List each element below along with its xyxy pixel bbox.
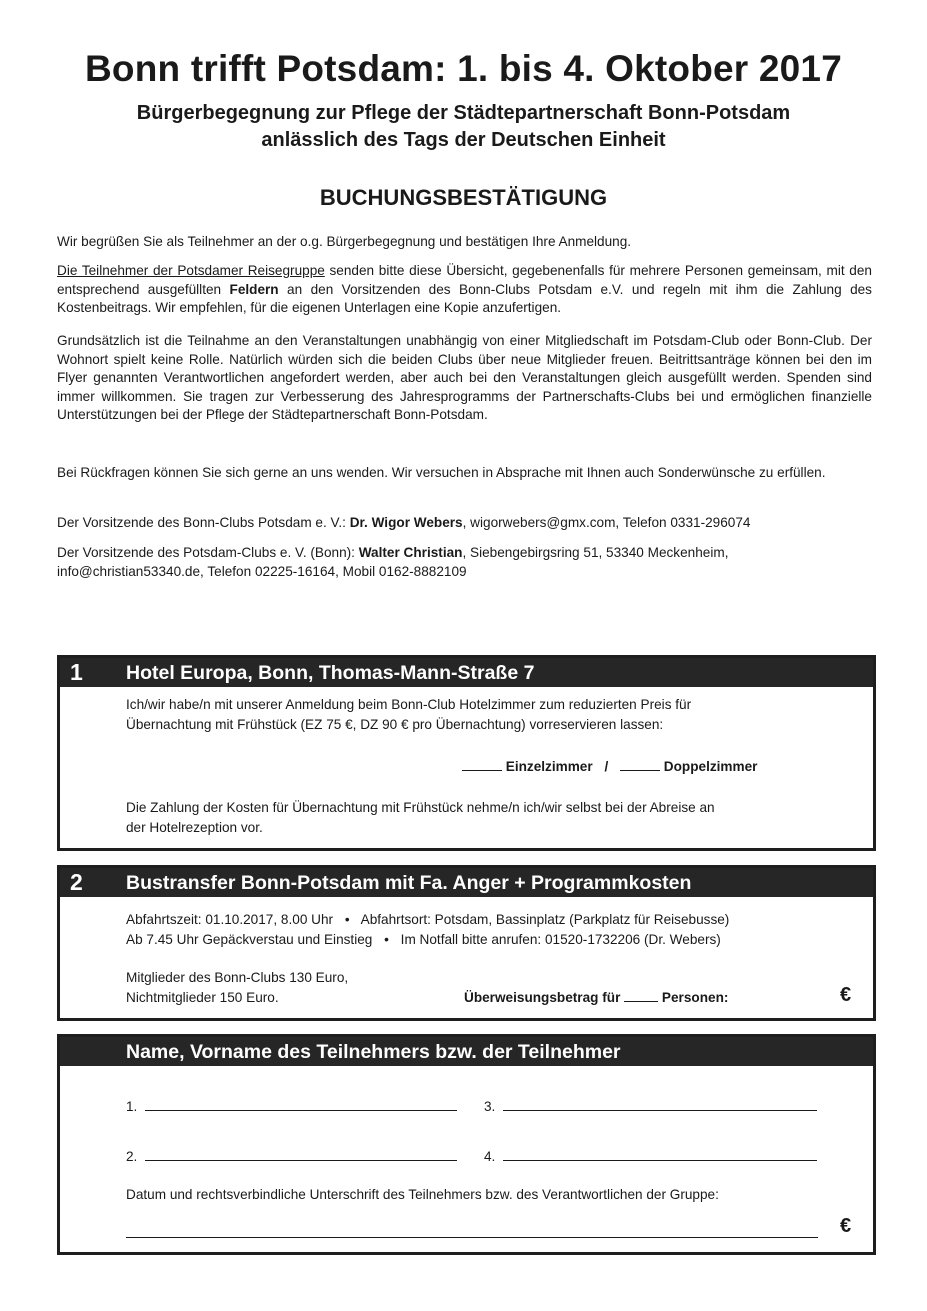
page-title: Bonn trifft Potsdam: 1. bis 4. Oktober 2017 [85,48,842,89]
bullet: • [344,912,350,927]
nonmembers-price: Nichtmitglieder 150 Euro. [126,990,279,1005]
signature-field[interactable] [126,1237,818,1238]
section-bus-header [60,868,873,897]
section-bus-transfer [57,865,876,1021]
contact-name-christian: Walter Christian [358,545,463,560]
section-participants [57,1034,876,1255]
participant-3-name-field[interactable] [503,1110,817,1111]
participant-3-row [484,1097,817,1117]
subtitle-line-2: anlässlich des Tags der Deutschen Einheit [261,129,666,151]
participant-3-label: 3. [484,1099,496,1114]
participant-2-row [126,1147,457,1167]
booking-heading: BUCHUNGSBESTÄTIGUNG [319,185,608,210]
participant-2-label: 2. [126,1149,138,1164]
single-room-count-field[interactable] [462,770,502,771]
membership-paragraph: Grundsätzlich ist die Teilnahme an den Veranstaltungen unabhängig von einer Mitgliedschaft im Potsdam-Club oder Bonn-Club. Der Wohnort spielt keine Rolle. Natürlich würden sich die beiden Clubs über neue Mitglieder freuen. Beitrittsanträge können bei den im Flyer genannten Verantwortlichen angefordert werden, aber auch bei den Veranstaltungen gleich ausgefüllt werden. Spenden sind immer willkommen. Sie tragen zur Verbesserung des Jahresprogramms der Partnerschafts-Clubs bei und ermöglichen finanzielle Unterstützungen bei der Pflege der Städtepartnerschaft Bonn-Potsdam. [57,333,872,423]
participant-4-name-field[interactable] [503,1160,817,1161]
participant-4-label: 4. [484,1149,496,1164]
participant-2-name-field[interactable] [145,1160,457,1161]
participant-4-row [484,1147,817,1167]
fields-bold: Feldern [229,281,279,297]
double-room-label: Doppelzimmer [663,759,758,774]
transfer-suffix: Personen: [661,990,729,1005]
contact-potsdam-club: Der Vorsitzende des Potsdam-Clubs e. V. (Bonn): Walter Christian, Siebengebirgsring 51, 53340 Meckenheim, info@christian53340.de, Telefon 02225-16164, Mobil 0162-8882109 [57,545,729,579]
section-title: Name, Vorname des Teilnehmers bzw. der Teilnehmer [126,1041,621,1063]
section-participants-header [60,1037,873,1066]
participant-1-name-field[interactable] [145,1110,457,1111]
departure-time: Abfahrtszeit: 01.10.2017, 8.00 Uhr [126,912,334,927]
page-subtitle [0,100,927,154]
potsdam-group-underlined: Die Teilnehmer der Potsdamer Reisegruppe [57,263,325,278]
contact-name-webers: Dr. Wigor Webers [349,515,463,530]
boarding-info: Ab 7.45 Uhr Gepäckverstau und Einstieg [126,932,373,947]
departure-line [126,910,729,930]
reservation-line-1: Ich/wir habe/n mit unserer Anmeldung beim Bonn-Club Hotelzimmer zum reduzierten Preis für [126,697,692,712]
participant-1-row [126,1097,457,1117]
emergency-phone: Im Notfall bitte anrufen: 01520-1732206 (Dr. Webers) [400,932,721,947]
euro-amount-field[interactable]: € [840,984,852,1006]
payment-line-1: Die Zahlung der Kosten für Übernachtung mit Frühstück nehme/n ich/wir selbst bei der Abreise an [126,800,715,815]
section-title: Hotel Europa, Bonn, Thomas-Mann-Straße 7 [126,662,535,684]
instructions-paragraph: Die Teilnehmer der Potsdamer Reisegruppe senden bitte diese Übersicht, gegebenenfalls für mehrere Personen gemeinsam, mit den entsprechend ausgefüllten Feldern an den Vorsitzenden des Bonn-Clubs Potsdam e.V. und regeln mit ihm die Zahlung des Kostenbeitrags. Wir empfehlen, für die eigenen Unterlagen eine Kopie anzufertigen. [57,263,872,316]
section-hotel [57,655,876,851]
bullet: • [384,932,389,947]
payment-line-2: der Hotelrezeption vor. [126,820,263,835]
transfer-prefix: Überweisungsbetrag für [464,990,621,1005]
questions-paragraph: Bei Rückfragen können Sie sich gerne an uns wenden. Wir versuchen in Absprache mit Ihnen auch Sonderwünsche zu erfüllen. [57,465,826,480]
reservation-line-2: Übernachtung mit Frühstück (EZ 75 €, DZ 90 € pro Übernachtung) vorreservieren lassen: [126,717,664,732]
section-hotel-header [60,658,873,687]
participant-1-label: 1. [126,1099,138,1114]
transfer-amount-line [464,988,728,1008]
welcome-paragraph: Wir begrüßen Sie als Teilnehmer an der o.g. Bürgerbegegnung und bestätigen Ihre Anmeldung. [57,234,632,249]
section-number: 2 [70,869,83,895]
departure-place: Abfahrtsort: Potsdam, Bassinplatz (Parkplatz für Reisebusse) [360,912,730,927]
contact-bonn-club: Der Vorsitzende des Bonn-Clubs Potsdam e. V.: Dr. Wigor Webers, wigorwebers@gmx.com, Telefon 0331-296074 [57,515,751,530]
room-selection [462,757,757,777]
single-room-label: Einzelzimmer [505,759,593,774]
euro-symbol: € [840,1215,852,1237]
members-price: Mitglieder des Bonn-Clubs 130 Euro, [126,970,349,985]
section-title: Bustransfer Bonn-Potsdam mit Fa. Anger + Programmkosten [126,872,692,894]
room-separator: / [604,759,609,774]
persons-count-field[interactable] [624,1001,658,1002]
section-number: 1 [70,659,83,685]
signature-label: Datum und rechtsverbindliche Unterschrift des Teilnehmers bzw. des Verantwortlichen der Gruppe: [126,1187,719,1202]
subtitle-line-1: Bürgerbegegnung zur Pflege der Städtepartnerschaft Bonn-Potsdam [136,102,791,124]
double-room-count-field[interactable] [620,770,660,771]
boarding-line [126,930,721,950]
